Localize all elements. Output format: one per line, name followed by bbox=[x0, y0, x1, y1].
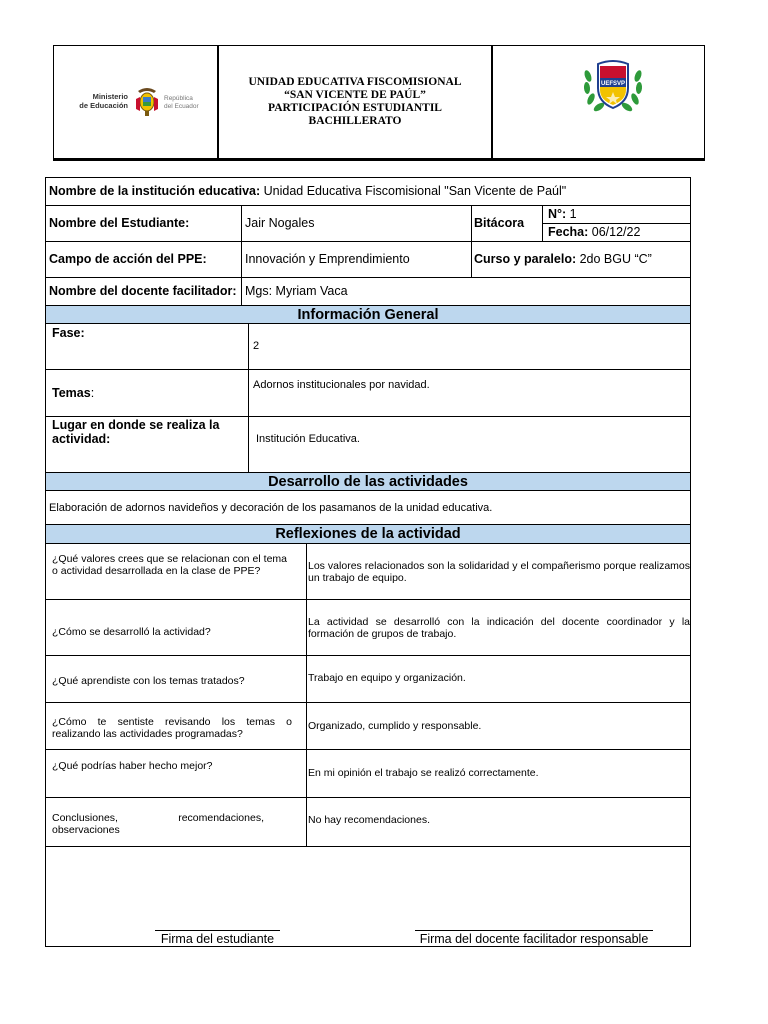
topics-value: Adornos institucionales por navidad. bbox=[253, 379, 430, 391]
phase-label: Fase: bbox=[52, 326, 85, 340]
reflection-question-3: ¿Qué aprendiste con los temas tratados? bbox=[52, 675, 245, 687]
bitacora-label: Bitácora bbox=[474, 216, 525, 230]
coat-of-arms-icon bbox=[134, 85, 160, 117]
reflection-question-2: ¿Cómo se desarrolló la actividad? bbox=[52, 626, 211, 638]
course-value: 2do BGU “C” bbox=[576, 252, 652, 266]
reflection-answer-4: Organizado, cumplido y responsable. bbox=[308, 720, 482, 732]
number-value: 1 bbox=[566, 207, 577, 221]
institution-label: Nombre de la institución educativa: bbox=[49, 184, 261, 198]
ministry-logo: Ministerio de Educación República del Ecuador bbox=[70, 85, 210, 117]
field-value: Innovación y Emprendimiento bbox=[245, 252, 410, 266]
place-value: Institución Educativa. bbox=[256, 433, 360, 445]
school-logo-icon bbox=[580, 54, 646, 116]
date-value: 06/12/22 bbox=[588, 225, 641, 239]
teacher-label: Nombre del docente facilitador: bbox=[49, 284, 237, 298]
reflections-heading: Reflexiones de la actividad bbox=[46, 525, 690, 543]
teacher-signature-label: Firma del docente facilitador responsable bbox=[419, 932, 649, 946]
reflection-answer-1: Los valores relacionados son la solidaridad y el compañerismo porque realizamos un trabajo de equipo. bbox=[308, 560, 690, 584]
general-info-heading: Información General bbox=[46, 306, 690, 323]
teacher-value: Mgs: Myriam Vaca bbox=[245, 284, 348, 298]
reflection-question-4: ¿Cómo te sentiste revisando los temas o realizando las actividades programadas? bbox=[52, 716, 292, 740]
topics-label: Temas bbox=[52, 385, 91, 400]
field-label: Campo de acción del PPE: bbox=[49, 252, 207, 266]
course-label: Curso y paralelo: bbox=[474, 252, 577, 266]
reflection-question-1: ¿Qué valores crees que se relacionan con el tema o actividad desarrollada en la clase de PPE? bbox=[52, 553, 287, 577]
school-logo-text: UEFSVP bbox=[600, 81, 626, 87]
student-label: Nombre del Estudiante: bbox=[49, 216, 190, 230]
development-heading: Desarrollo de las actividades bbox=[46, 473, 690, 490]
student-value: Jair Nogales bbox=[245, 216, 315, 230]
reflection-answer-5: En mi opinión el trabajo se realizó correctamente. bbox=[308, 767, 539, 779]
phase-value: 2 bbox=[253, 340, 260, 352]
development-text: Elaboración de adornos navideños y decoración de los pasamanos de la unidad educativa. bbox=[49, 501, 493, 514]
reflection-answer-2: La actividad se desarrolló con la indicación del docente coordinador y la formación de grupos de trabajo. bbox=[308, 616, 690, 640]
date-label: Fecha: bbox=[548, 225, 589, 239]
institution-value: Unidad Educativa Fiscomisional "San Vicente de Paúl" bbox=[260, 184, 567, 198]
reflection-question-6: Conclusiones, recomendaciones, observaciones bbox=[52, 812, 264, 836]
student-signature-label: Firma del estudiante bbox=[160, 932, 275, 946]
number-label: N°: bbox=[548, 207, 567, 221]
reflection-answer-6: No hay recomendaciones. bbox=[308, 814, 430, 826]
reflection-answer-3: Trabajo en equipo y organización. bbox=[308, 672, 466, 684]
header-title: UNIDAD EDUCATIVA FISCOMISIONAL “SAN VICENTE DE PAÚL” PARTICIPACIÓN ESTUDIANTIL BACHILLERATO bbox=[248, 76, 462, 127]
place-label: Lugar en donde se realiza la actividad: bbox=[52, 418, 220, 446]
reflection-question-5: ¿Qué podrías haber hecho mejor? bbox=[52, 760, 213, 772]
